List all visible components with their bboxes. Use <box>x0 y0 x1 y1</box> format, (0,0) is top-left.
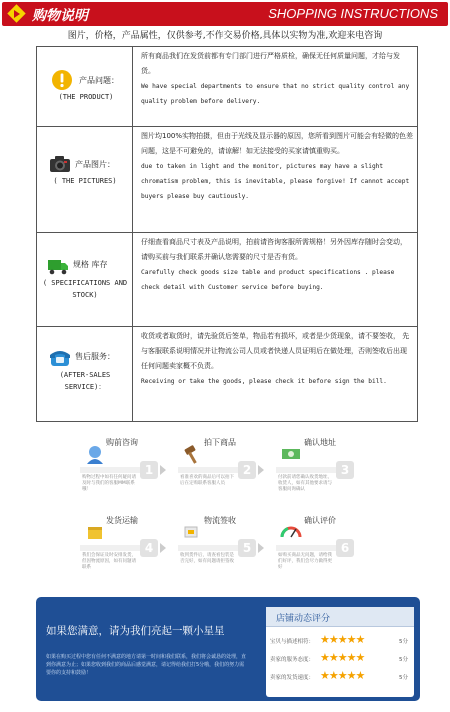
delivery-icon <box>182 521 204 543</box>
flow-step-2 <box>178 437 270 503</box>
flow-title: 拍下商品 <box>204 438 236 447</box>
row-title: 产品图片： <box>75 160 115 169</box>
flow-desc: 我们会保证及时安排发货，但因物流原因，如有问题请联系 <box>82 553 136 570</box>
flow-desc: 购物过程中如有任何疑问请及时与我们的客服MM联系哦！ <box>82 475 136 492</box>
arrow-right-icon <box>160 465 166 475</box>
score-row <box>270 651 412 667</box>
flow-number: 5 <box>238 539 256 557</box>
rating-panel <box>36 597 420 701</box>
flow-step-6 <box>276 515 368 581</box>
score-label: 宝贝与描述相符： <box>270 639 315 645</box>
flow-desc: 收到货件后，请查看包装是否完好，如有问题请拒签收 <box>180 553 234 564</box>
row-title: 规格 库存 <box>73 260 108 269</box>
score-value: 5分 <box>399 675 408 681</box>
flow-title: 购前咨询 <box>106 438 138 447</box>
shop-score-box <box>266 607 414 697</box>
flow-number: 6 <box>336 539 354 557</box>
arrow-right-icon <box>160 543 166 553</box>
table-row-after-sales <box>37 327 417 421</box>
rating-note: 如果在购买过程中您有任何不满意的地方请第一时间和我们联系，我们将会诚恳的处理，直到你满意为止；如果您收到我们的商品后感觉满意，请记得给我们打5分哦，我们的努力需要你的支持和鼓励！ <box>46 654 247 676</box>
score-row <box>270 633 412 649</box>
row-text-en: We have special departments to ensure that no strict quality control any quality problem before delivery. <box>141 83 410 105</box>
arrow-right-icon <box>258 465 264 475</box>
notice-text: 图片，价格，产品属性，仅供参考,不作交易价格,具体以实物为准,欢迎来电咨询 <box>67 31 383 41</box>
score-value: 5分 <box>399 639 408 645</box>
flow-desc: 看准喜欢的商品后可以拍下后在定购联系客服人员 <box>180 475 234 486</box>
phone-icon <box>49 347 71 369</box>
header-title-en: SHOPPING INSTRUCTIONS <box>268 6 438 21</box>
flow-number: 2 <box>238 461 256 479</box>
row-text-en: Receiving or take the goods, please check it before sign the bill. <box>141 378 387 385</box>
instructions-table <box>36 46 418 422</box>
flow-title: 确认地址 <box>304 438 336 447</box>
gauge-icon <box>280 521 302 543</box>
flow-number: 1 <box>140 461 158 479</box>
star-icon: ★★★★★ <box>320 633 365 646</box>
row-subtitle: (THE PRODUCT) <box>58 93 114 101</box>
box-icon <box>84 521 106 543</box>
flow-step-4 <box>80 515 172 581</box>
flow-step-1 <box>80 437 172 503</box>
row-text-cn: 仔细查看商品尺寸表及产品说明，拍前请咨询客服所需规格！另外因库存随时会变动，请购买前与我们联系并确认您需要的尺寸是否有货。 <box>141 238 407 261</box>
money-icon <box>280 443 302 465</box>
score-title: 店铺动态评分 <box>276 614 331 624</box>
header-banner <box>2 2 448 26</box>
table-row-stock <box>37 233 417 327</box>
flow-title: 发货运输 <box>106 516 138 525</box>
row-text-cn: 图片均100%实物拍摄，但由于光线及显示器的原因，您所看到图片可能会有轻微的色差问题，这是不可避免的，请谅解！如无法接受的买家请慎重购买。 <box>141 132 414 155</box>
table-row-pictures <box>37 127 417 233</box>
process-flow <box>80 437 370 581</box>
flow-step-3 <box>276 437 368 503</box>
row-title: 产品问题： <box>79 76 119 85</box>
row-title: 售后服务： <box>75 352 115 361</box>
row-subtitle: (AFTER-SALES SERVICE)： <box>59 371 111 391</box>
flow-step-5 <box>178 515 270 581</box>
score-row <box>270 669 412 685</box>
star-icon: ★★★★★ <box>320 669 365 682</box>
truck-icon <box>47 255 69 277</box>
customer-service-icon <box>84 443 106 465</box>
header-title-cn: 购物说明 <box>32 8 88 24</box>
camera-icon <box>49 153 71 175</box>
star-icon: ★★★★★ <box>320 651 365 664</box>
table-row-product <box>37 47 417 127</box>
row-text-en: due to taken in light and the monitor, pictures may have a slight chromatism problem, this is inevitable, please forgive! If cannot accept buyers please buy cautiously. <box>141 163 410 200</box>
slogan: 如果您满意，请为我们亮起一颗小星星 <box>46 625 225 637</box>
flow-number: 4 <box>140 539 158 557</box>
score-label: 卖家的发货速度： <box>270 675 315 681</box>
row-text-cn: 所有商品我们在发货前都有专门部门进行严格质检，确保无任何质量问题，才给与发货。 <box>141 52 400 75</box>
row-text-cn: 收货或者取货时，请先验货后签单，物品若有损坏，或者是少货现象，请不要签收， 先与客服联系说明情况并让物流公司人员或者快递人员证明后在做处理，否则签收后出现任何问题卖家概不负责。 <box>141 332 410 370</box>
row-subtitle: ( THE PICTURES) <box>53 177 117 185</box>
row-subtitle: ( SPECIFICATIONS AND STOCK) <box>42 279 128 299</box>
gavel-icon <box>182 443 204 465</box>
flow-desc: 付款前请您确认收货地址、收货人，如有其他要求请与客服问询确认 <box>278 475 332 492</box>
flow-number: 3 <box>336 461 354 479</box>
flow-title: 物流签收 <box>204 516 236 525</box>
play-arrow-icon <box>14 10 20 18</box>
score-label: 卖家的服务态度： <box>270 657 315 663</box>
arrow-right-icon <box>258 543 264 553</box>
flow-desc: 如购买商品无问题，请给我们好评，我们会尽力做得更好 <box>278 553 332 570</box>
exclamation-icon <box>51 69 73 91</box>
flow-title: 确认评价 <box>304 516 336 525</box>
score-value: 5分 <box>399 657 408 663</box>
row-text-en: Carefully check goods size table and product specifications . please check detail with Customer service before buying. <box>141 269 395 291</box>
